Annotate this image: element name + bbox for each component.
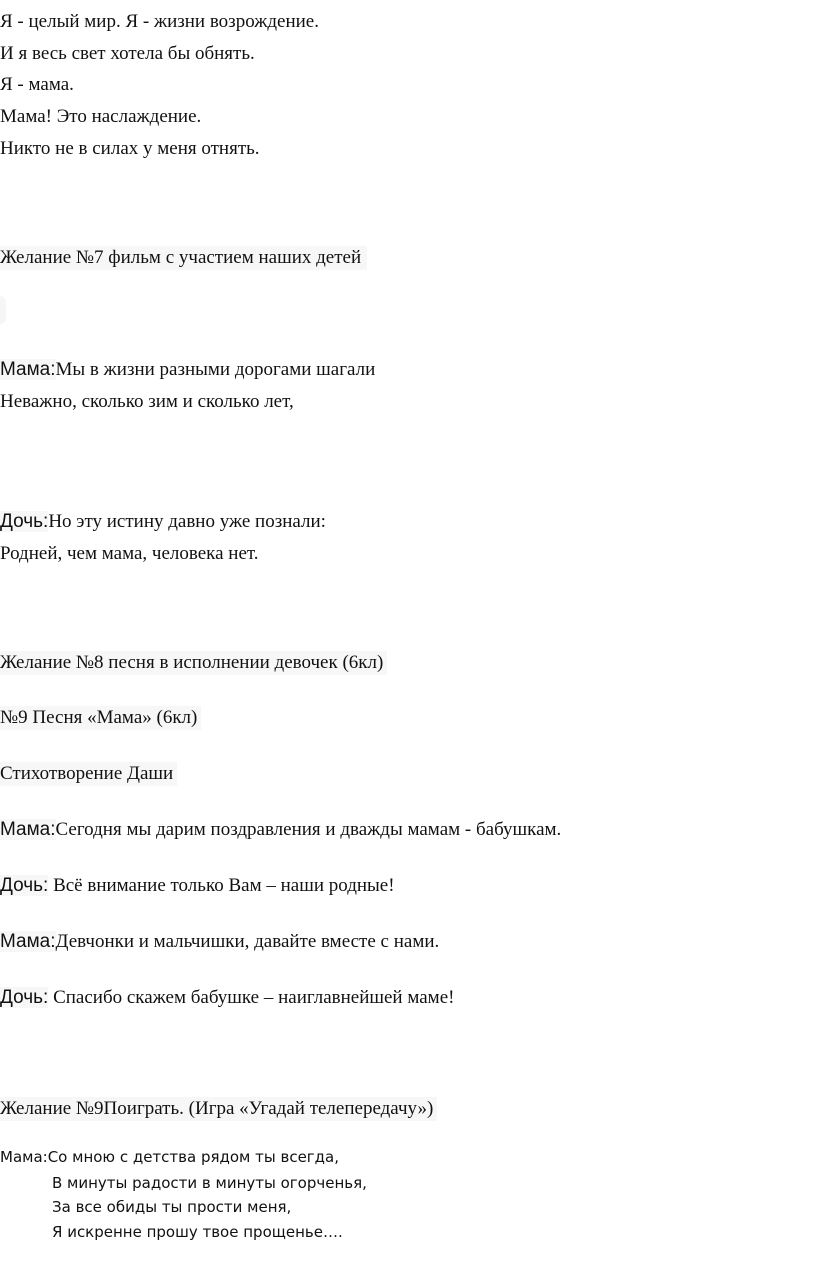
dialog-text: Сегодня мы дарим поздравления и дважды мамам - бабушкам.: [55, 819, 562, 840]
verse-text: Мы в жизни разными дорогами шагали: [55, 359, 376, 380]
wish8-heading: Желание №8 песня в исполнении девочек (6кл): [0, 651, 387, 675]
poem1-line-2: И я весь свет хотела бы обнять.: [0, 43, 255, 64]
poem1-line-5: Никто не в силах у меня отнять.: [0, 138, 260, 159]
final-poem-line-3: За все обиды ты прости меня,: [52, 1198, 292, 1216]
dialog-text: Девчонки и мальчишки, давайте вместе с нами.: [55, 931, 440, 952]
decorative-blob: [0, 296, 6, 324]
mama-line-1: [0, 358, 375, 382]
poem1-line-4: Мама! Это наслаждение.: [0, 106, 202, 127]
speaker-label: Дочь:: [0, 511, 49, 532]
song9-heading: №9 Песня «Мама» (6кл): [0, 706, 201, 730]
speaker-label: Дочь:: [0, 987, 49, 1008]
speaker-label: Дочь:: [0, 875, 49, 896]
wish9-heading: Желание №9Поиграть. (Игра «Угадай телепередачу»): [0, 1097, 437, 1121]
final-poem-line-2: В минуты радости в минуты огорченья,: [52, 1174, 367, 1192]
final-poem-line-4: Я искренне прошу твое прощенье….: [52, 1223, 343, 1241]
dialog2-line-1: [0, 818, 561, 842]
speaker-label: Мама:: [0, 931, 56, 952]
poem-dasha-heading: Стихотворение Даши: [0, 762, 177, 786]
poem1-line-3: Я - мама.: [0, 74, 74, 95]
doch-line-2: Родней, чем мама, человека нет.: [0, 543, 259, 564]
final-poem-line-1: [0, 1146, 339, 1168]
dialog2-line-3: [0, 930, 439, 954]
speaker-label: Мама:: [0, 359, 56, 380]
speaker-label: Мама:: [0, 819, 56, 840]
verse-text: Со мною с детства рядом ты всегда,: [47, 1148, 340, 1166]
poem1-line-1: Я - целый мир. Я - жизни возрождение.: [0, 11, 319, 32]
dialog-text: Спасибо скажем бабушке – наиглавнейшей маме!: [48, 987, 455, 1008]
mama-line-2: Неважно, сколько зим и сколько лет,: [0, 391, 294, 412]
wish7-heading: Желание №7 фильм с участием наших детей: [0, 246, 367, 270]
verse-text: Но эту истину давно уже познали:: [48, 511, 326, 532]
dialog-text: Всё внимание только Вам – наши родные!: [48, 875, 395, 896]
doch-line-1: [0, 510, 326, 534]
dialog2-line-4: [0, 986, 454, 1010]
speaker-label: Мама:: [0, 1148, 48, 1166]
dialog2-line-2: [0, 874, 395, 898]
